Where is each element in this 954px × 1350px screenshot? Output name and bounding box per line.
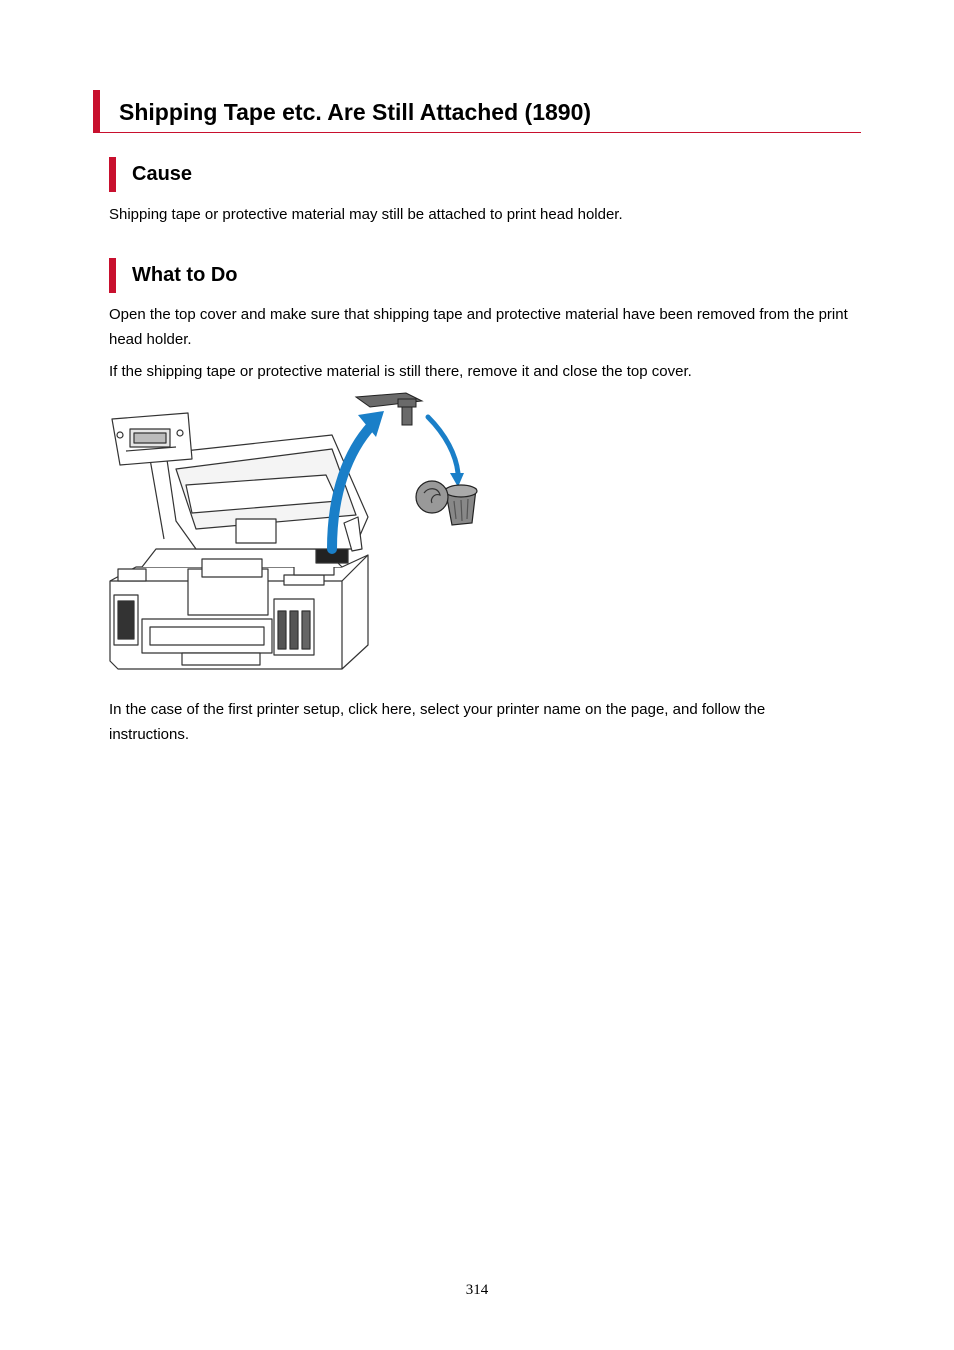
heading-accent-bar <box>93 90 100 133</box>
what-to-do-paragraph-2: If the shipping tape or protective material is still there, remove it and close the top cover. <box>109 363 692 380</box>
setup-note: In the case of the first printer setup, click here, select your printer name on the page, and follow the instructions. <box>109 701 766 743</box>
page-title: Shipping Tape etc. Are Still Attached (1890) <box>119 99 592 125</box>
page-number: 314 <box>465 1282 489 1298</box>
section-cause-heading <box>109 157 709 192</box>
section-what-to-do-heading <box>109 258 709 293</box>
dispose-arrow <box>428 417 464 487</box>
section-accent-bar <box>109 258 116 293</box>
section-accent-bar <box>109 157 116 192</box>
section-title-what-to-do: What to Do <box>132 264 238 286</box>
what-to-do-paragraph-1: Open the top cover and make sure that shipping tape and protective material have been removed from the print head holder. <box>109 306 848 348</box>
cause-text: Shipping tape or protective material may still be attached to print head holder. <box>109 206 623 223</box>
section-title-cause: Cause <box>132 163 193 185</box>
page-heading <box>93 90 861 133</box>
printer-illustration <box>106 389 478 685</box>
trash-can-icon <box>416 481 477 525</box>
